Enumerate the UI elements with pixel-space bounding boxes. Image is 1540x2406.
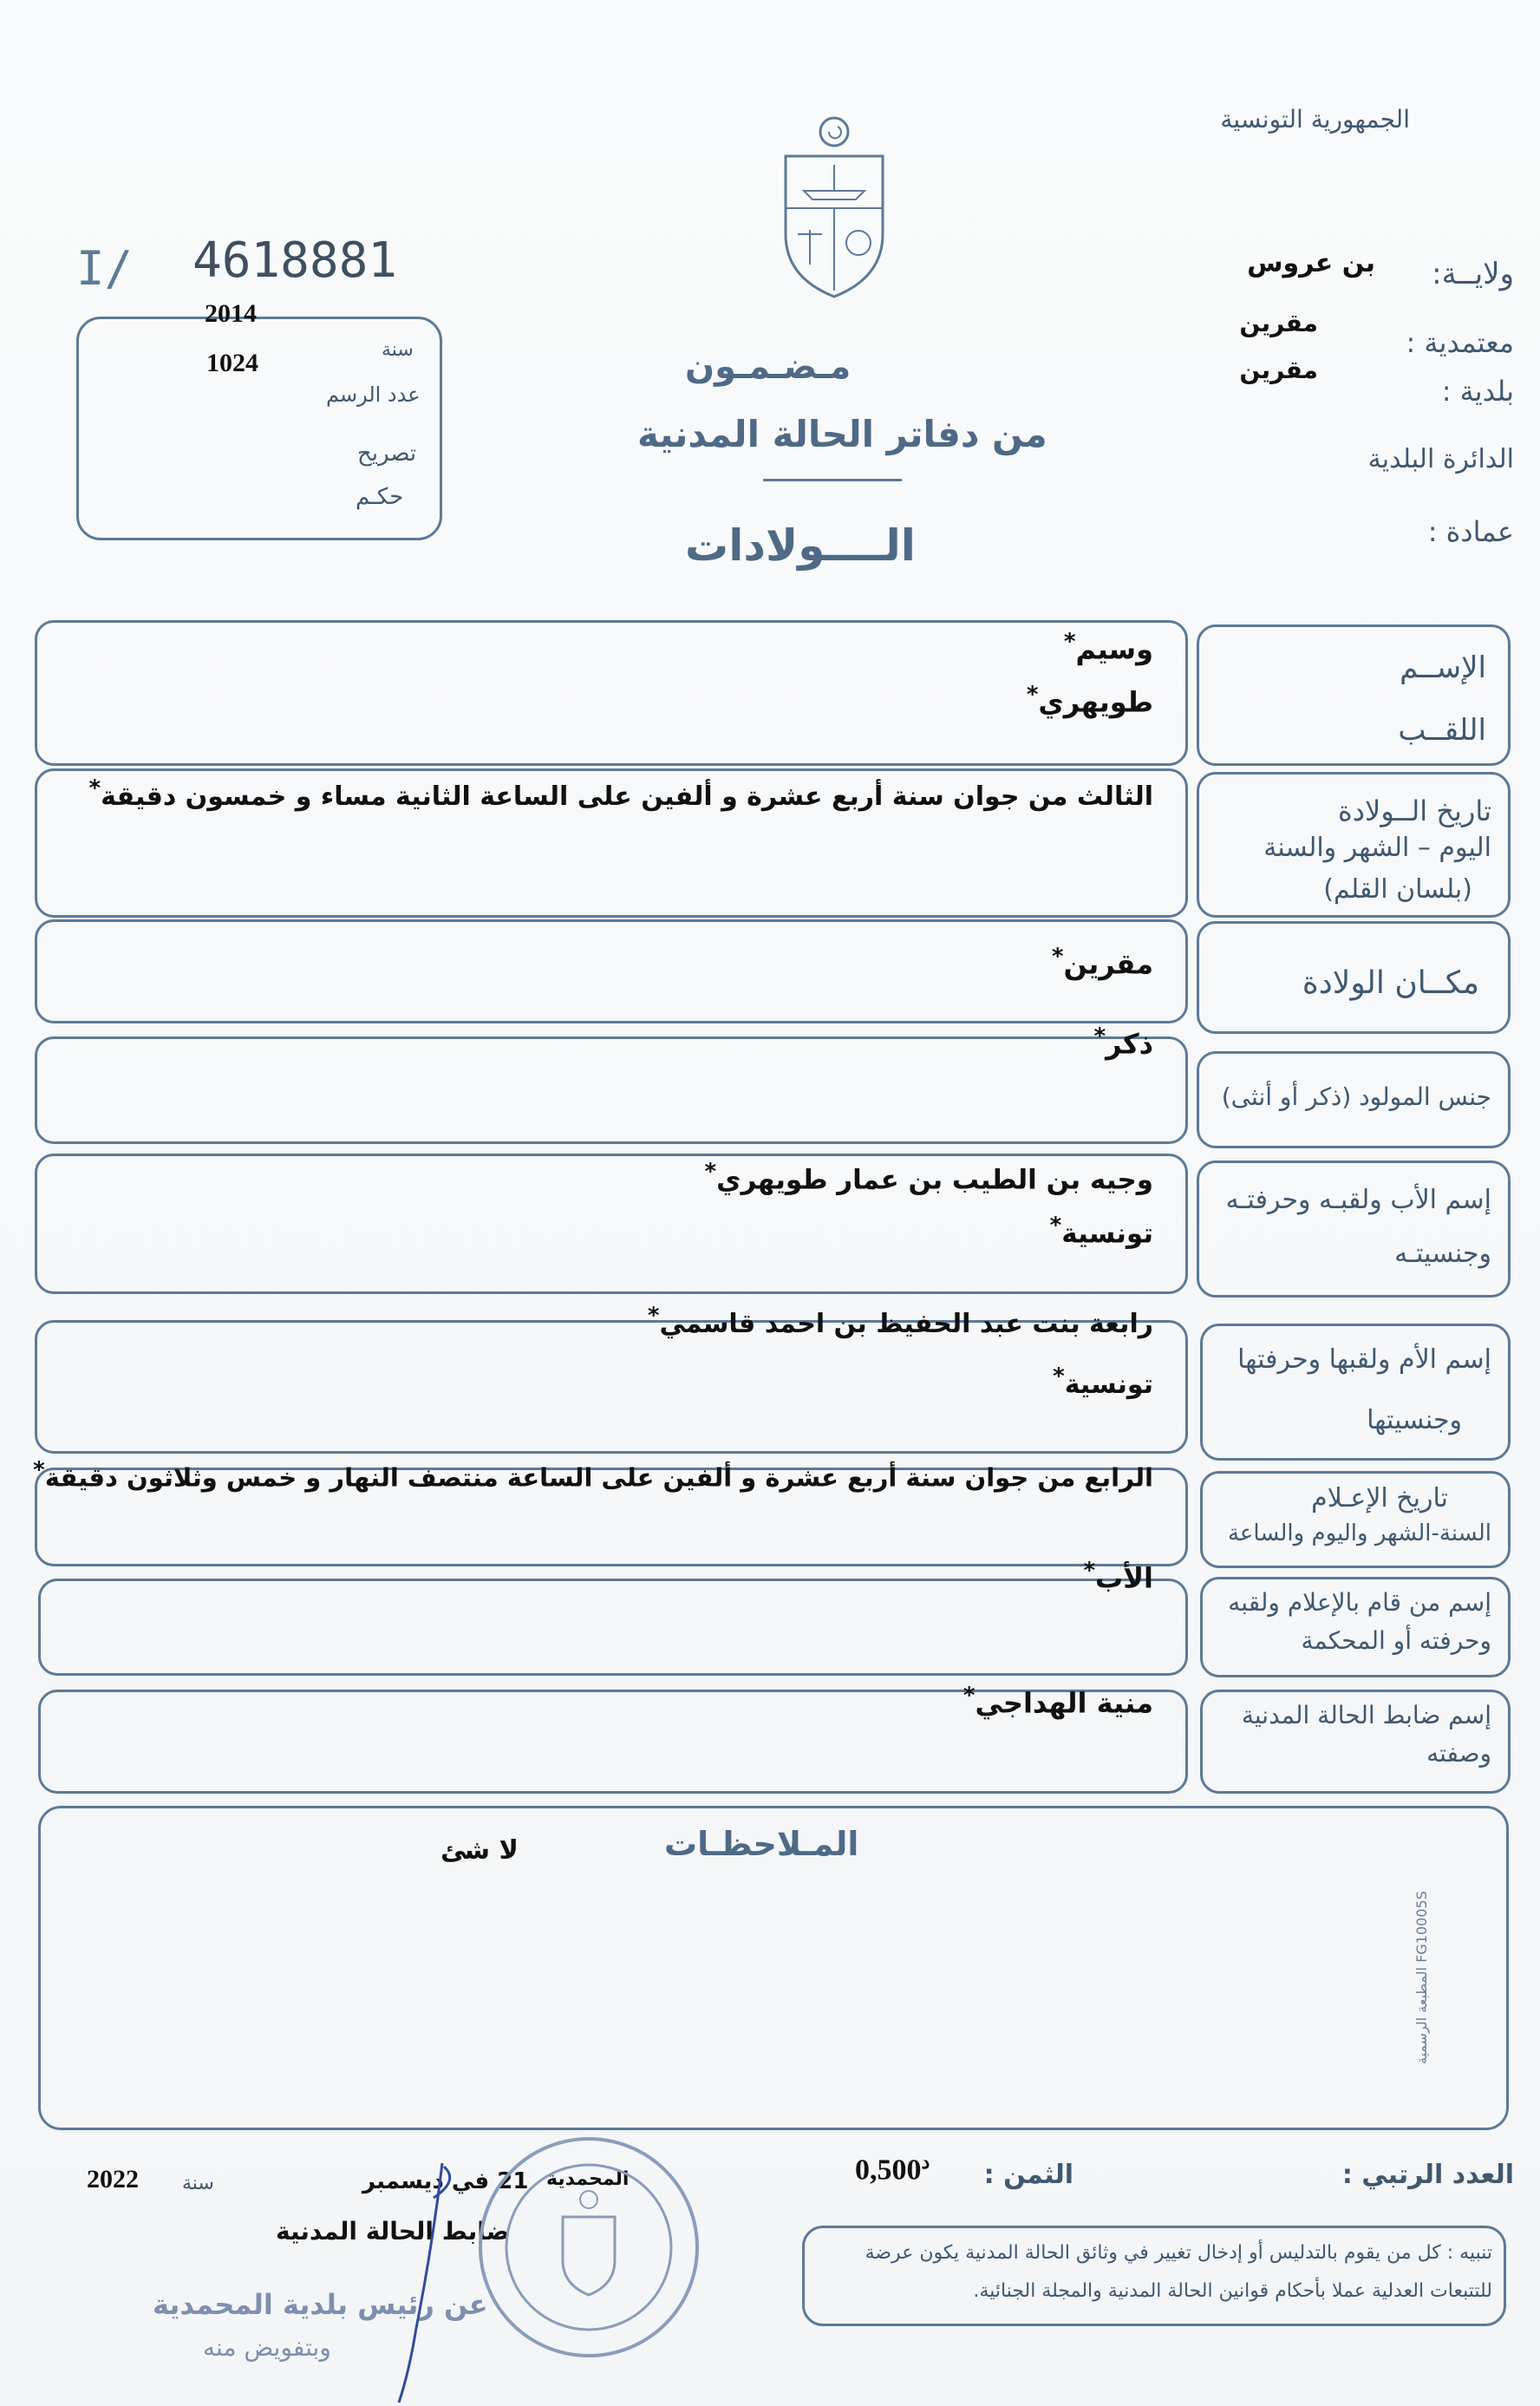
value-officer: منية الهداجي* xyxy=(962,1683,1153,1720)
price-label: الثمن : xyxy=(983,2160,1073,2190)
label-sex: جنس المولود (ذكر أو أنثى) xyxy=(1221,1082,1491,1111)
stamp-line1: عن رئيس بلدية المحمدية xyxy=(153,2288,488,2321)
republic-title: الجمهورية التونسية xyxy=(1220,105,1410,134)
reg-number-value: 1024 xyxy=(206,349,258,377)
label-first-name: الإســم xyxy=(1400,651,1486,685)
label-mother: إسم الأم ولقبها وحرفتها xyxy=(1237,1344,1491,1375)
title-underline xyxy=(763,479,902,481)
label-declaration-date-sub: السنة-الشهر واليوم والساعة xyxy=(1227,1520,1491,1546)
label-declaration-date: تاريخ الإعـلام xyxy=(1311,1483,1448,1514)
reg-number-label: عدد الرسم xyxy=(326,382,421,407)
place-value: المحمدية xyxy=(546,2168,630,2190)
date-value: 21 في ديسمبر xyxy=(362,2168,529,2194)
reg-judgment-label: حكـم xyxy=(356,484,404,510)
section-title: الــــولادات xyxy=(685,520,916,571)
omada-label: عمادة : xyxy=(1427,515,1514,548)
label-birthdate-note: (بلسان القلم) xyxy=(1323,874,1472,905)
label-father-nationality: وجنسيتـه xyxy=(1394,1239,1491,1269)
reg-year-value: 2014 xyxy=(205,299,257,328)
label-birthdate: تاريخ الــولادة xyxy=(1337,794,1491,827)
row-mother-value-box xyxy=(35,1320,1188,1454)
value-father: وجيه بن الطيب بن عمار طويهري* xyxy=(704,1159,1153,1196)
value-mother: رابعة بنت عبد الحفيظ بن احمد قاسمي* xyxy=(647,1303,1153,1339)
wilaya-label: ولايــة: xyxy=(1432,257,1514,291)
label-last-name: اللقــب xyxy=(1398,713,1486,748)
baladia-value: مقرين xyxy=(1239,356,1318,384)
label-birthplace: مكــان الولادة xyxy=(1302,965,1479,1001)
value-birthdate: الثالث من جوان سنة أربع عشرة و ألفين على الساعة الثانية مساء و خمسون دقيقة* xyxy=(88,775,1153,812)
value-sex: ذكر* xyxy=(1093,1023,1153,1061)
value-father-nationality: تونسية* xyxy=(1049,1213,1153,1250)
row-declarant-value-box xyxy=(38,1579,1188,1676)
price-unit: د xyxy=(921,2151,930,2173)
mootamadia-label: معتمدية : xyxy=(1406,326,1514,359)
label-birthdate-sub: اليوم – الشهر والسنة xyxy=(1263,833,1491,863)
label-officer: إسم ضابط الحالة المدنية xyxy=(1241,1701,1491,1729)
value-mother-nationality: تونسية* xyxy=(1053,1363,1153,1400)
daira-label: الدائرة البلدية xyxy=(1367,444,1514,474)
row-name-value-box xyxy=(35,620,1188,766)
serial-order-label: العدد الرتبي : xyxy=(1341,2160,1514,2190)
year-value: 2022 xyxy=(87,2165,139,2194)
value-last-name: طويهري* xyxy=(1026,682,1153,719)
label-mother-nationality: وجنسيتها xyxy=(1367,1405,1462,1435)
year-label: سنة xyxy=(182,2173,214,2194)
printer-mark: المطبعة الرسمية FG10005S xyxy=(1413,1891,1430,2064)
official-seal-icon xyxy=(472,2130,706,2364)
baladia-label: بلدية : xyxy=(1441,375,1514,408)
value-first-name: وسيم* xyxy=(1063,629,1153,666)
warning-line1: تنبيه : كل من يقوم بالتدليس أو إدخال تغيير في وثائق الحالة المدنية يكون عرضة xyxy=(865,2242,1492,2264)
label-declarant-sub: وحرفته أو المحكمة xyxy=(1301,1626,1491,1655)
title-line2: من دفاتر الحالة المدنية xyxy=(637,413,1047,455)
remarks-value: لا شئ xyxy=(440,1835,519,1866)
value-birthplace: مقرين* xyxy=(1051,944,1153,981)
remarks-label: المـلاحظـات xyxy=(664,1825,859,1863)
value-declaration-date: الرابع من جوان سنة أربع عشرة و ألفين على الساعة منتصف النهار و خمس وثلاثون دقيقة* xyxy=(33,1457,1153,1493)
title-line1: مـضـمـون xyxy=(685,347,852,387)
row-birthplace-value-box xyxy=(35,919,1188,1023)
value-declarant: الأب* xyxy=(1083,1558,1153,1595)
signature-icon xyxy=(382,2146,486,2406)
label-officer-sub: وصفته xyxy=(1426,1739,1491,1768)
serial-number: 4618881 xyxy=(192,232,398,289)
serial-prefix: I/ xyxy=(76,241,134,296)
warning-line2: للتتبعات العدلية عملا بأحكام قوانين الحالة المدنية والمجلة الجنائية. xyxy=(973,2280,1492,2302)
tunisia-emblem-icon xyxy=(773,113,895,304)
reg-year-label: سنة xyxy=(382,339,414,361)
officer-signature-label: ضابط الحالة المدنية xyxy=(276,2217,510,2246)
wilaya-value: بن عروس xyxy=(1247,248,1375,278)
mootamadia-value: مقرين xyxy=(1239,309,1318,337)
label-declarant: إسم من قام بالإعلام ولقبه xyxy=(1228,1588,1491,1617)
label-father: إسم الأب ولقبـه وحرفتـه xyxy=(1225,1185,1491,1215)
price-value: $^د$0,500 xyxy=(855,2151,930,2187)
row-sex-value-box xyxy=(35,1036,1188,1144)
reg-declaration-label: تصريح xyxy=(357,441,417,467)
stamp-line2: وبتفويض منه xyxy=(203,2333,331,2362)
